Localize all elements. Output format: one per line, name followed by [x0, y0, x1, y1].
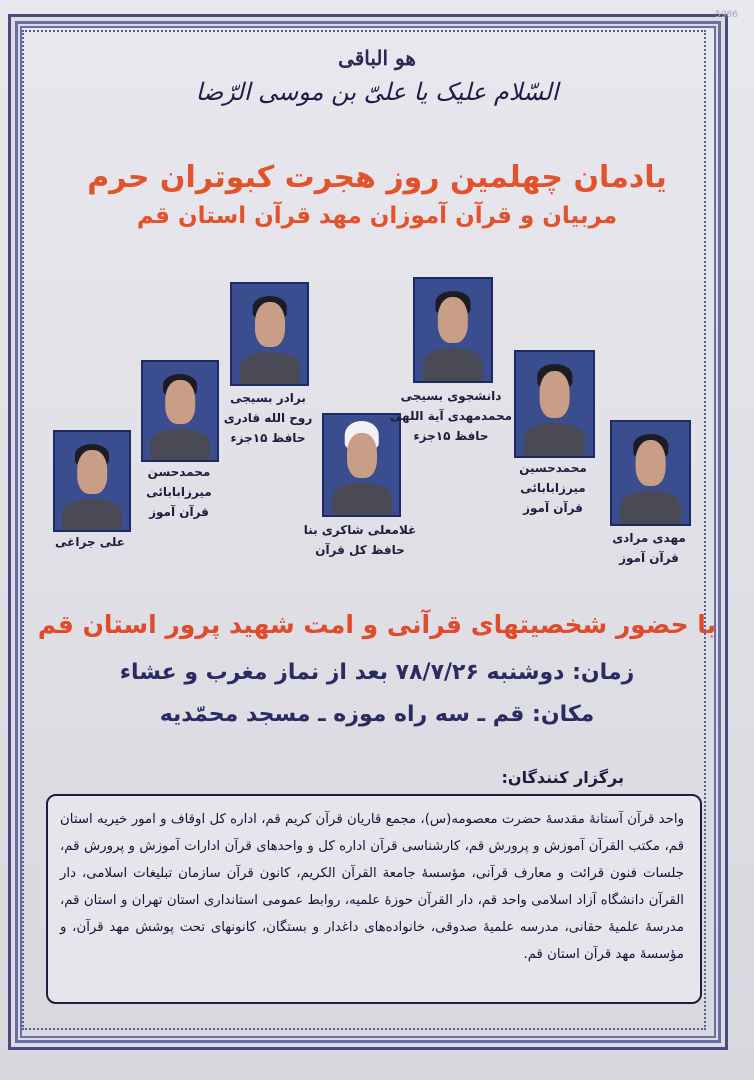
- person-caption: علی جراغی: [55, 535, 125, 549]
- person-caption: برادر بسیجی روح الله قادری حافظ ۱۵جزء: [223, 391, 313, 445]
- poster-subtitle: مربیان و قرآن آموزان مهد قرآن استان قم: [136, 203, 618, 229]
- person-caption: محمدحسین میرزابابائی قرآن آموز: [519, 461, 587, 515]
- portrait-photo: [230, 282, 309, 386]
- person-caption: دانشجوی بسیجی محمدمهدی آیة اللهی حافظ ۱۵جزء: [389, 389, 513, 443]
- portrait-photo: [413, 277, 493, 383]
- event-place: مکان: قم ـ سه راه موزه ـ مسجد محمّدیه: [159, 702, 595, 727]
- organizers-label: برگزار کنندگان:: [501, 768, 624, 787]
- person-caption: مهدی مرادی قرآن آموز: [612, 531, 686, 565]
- header-salam-calligraphy: السّلام علیک یا علیّ بن موسی الرّضا: [195, 78, 559, 106]
- portrait-photo: [610, 420, 691, 526]
- organizers-text: واحد قرآن آستانهٔ مقدسهٔ حضرت معصومه(س)، مجمع قاریان قرآن کریم قم، اداره کل اوقاف و امور خیریه استان قم، مکتب القرآن آموزش و پرورش قم، کارشناسی قرآن اداره کل و واحدهای قرآن ادارات آموزش و پرورش قم، جلسات فنون قرائت و معارف قرآنی، مؤسسهٔ جامعة القرآن الکریم، کانون قرآن سازمان تبلیغات اسلامی، دار القرآن دانشگاه آزاد اسلامی واحد قم، دار القرآن حوزهٔ علمیه، روابط عمومی استانداری استان تهران و استان قم، مدرسهٔ علمیهٔ حقانی، مدرسه علمیهٔ صدوقی، خانواده‌های داغدار و بستگان، کانونهای تحت پوشش مهد قرآن، و مؤسسهٔ مهد قرآن استان قم.: [60, 812, 684, 962]
- watermark: 5986: [715, 10, 738, 20]
- attendance-line: با حضور شخصیتهای قرآنی و امت شهید پرور استان قم: [37, 610, 717, 639]
- poster-title: یادمان چهلمین روز هجرت کبوتران حرم: [87, 160, 667, 195]
- person-caption: غلامعلی شاکری بنا حافظ کل قرآن: [303, 523, 417, 557]
- portrait-photo: [514, 350, 595, 458]
- event-time: زمان: دوشنبه ۷۸/۷/۲۶ بعد از نماز مغرب و عشاء: [119, 660, 635, 685]
- person-caption: محمدحسن میرزابابائی قرآن آموز: [146, 465, 212, 519]
- header-hu-albaqi: هو الباقی: [338, 46, 416, 70]
